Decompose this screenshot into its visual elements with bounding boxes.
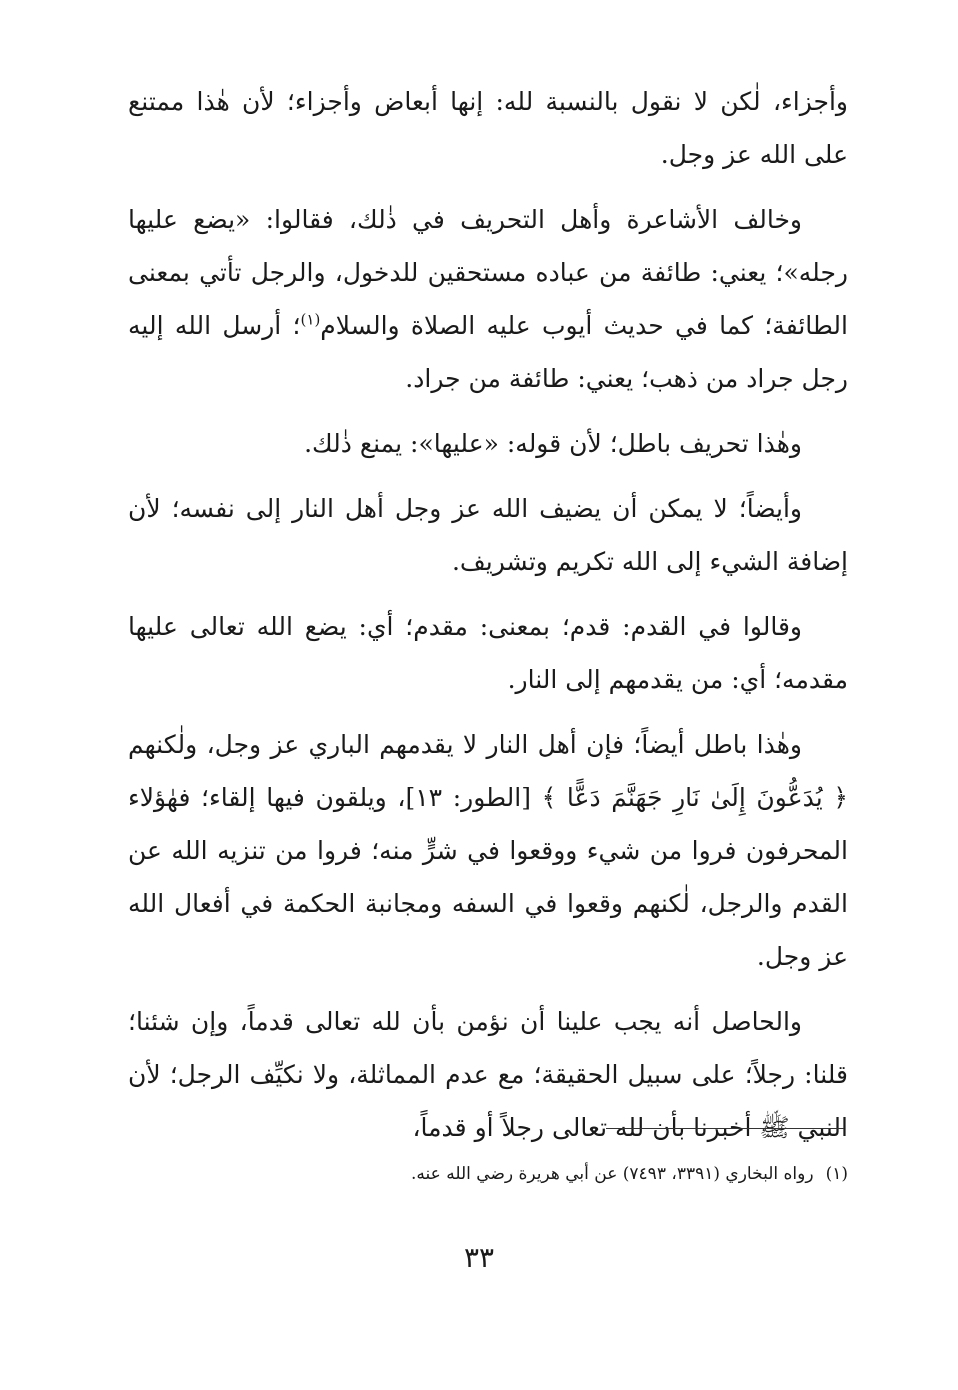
- main-text: [128, 75, 848, 1166]
- paragraph-1: وأجزاء، لٰكن لا نقول بالنسبة لله: إنها أبعاض وأجزاء؛ لأن هٰذا ممتنع على الله عز وجل.: [128, 87, 848, 169]
- paragraph-2-text: وخالف الأشاعرة وأهل التحريف في ذٰلك، فقالوا: «يضع عليها رجله»؛ يعني: طائفة من عباده مستحقين للدخول، والرجل تأتي بمعنى الطائفة؛ كما في حديث أيوب عليه الصلاة والسلام: [128, 205, 848, 340]
- page-number: ٣٣: [463, 1241, 495, 1274]
- footnote-reference[interactable]: (١): [300, 310, 321, 329]
- paragraph-6: وهٰذا باطل أيضاً؛ فإن أهل النار لا يقدمهم الباري عز وجل، ولٰكنهم ﴿ يُدَعُّونَ إِلَىٰ نَارِ جَهَنَّمَ دَعًّا ﴾ [الطور: ١٣]، ويلقون فيها إلقاء؛ فهٰؤلاء المحرفون فروا من شيء ووقعوا في شرٍّ منه؛ فروا من تنزيه الله عن القدم والرجل، لٰكنهم وقعوا في السفه ومجانبة الحكمة في أفعال الله عز وجل.: [128, 730, 848, 971]
- footnote: [200, 1160, 848, 1188]
- paragraph-3: وهٰذا تحريف باطل؛ لأن قوله: «عليها»: يمنع ذٰلك.: [304, 429, 802, 458]
- paragraph-7: والحاصل أنه يجب علينا أن نؤمن بأن لله تعالى قدماً، وإن شئنا؛ قلنا: رجلاً؛ على سبيل الحقيقة؛ مع عدم المماثلة، ولا نكيِّف الرجل؛ لأن النبي ﷺ أخبرنا بأن لله تعالى رجلاً أو قدماً،: [128, 1007, 848, 1142]
- paragraph-5: وقالوا في القدم: قدم؛ بمعنى: مقدم؛ أي: يضع الله تعالى عليها مقدمه؛ أي: من يقدمهم إلى النار.: [128, 612, 848, 694]
- paragraph-2-text-after: ؛ أرسل الله إليه رجل جراد من ذهب؛ يعني: طائفة من جراد.: [128, 311, 848, 393]
- paragraph-4: وأيضاً؛ لا يمكن أن يضيف الله عز وجل أهل النار إلى نفسه؛ لأن إضافة الشيء إلى الله تكريم وتشريف.: [128, 494, 848, 576]
- footnote-number: (١): [825, 1164, 848, 1184]
- footnote-text: رواه البخاري (٣٣٩١، ٧٤٩٣) عن أبي هريرة رضي الله عنه.: [411, 1164, 814, 1184]
- paragraph-2: [128, 193, 848, 405]
- footnote-divider: [606, 1128, 844, 1129]
